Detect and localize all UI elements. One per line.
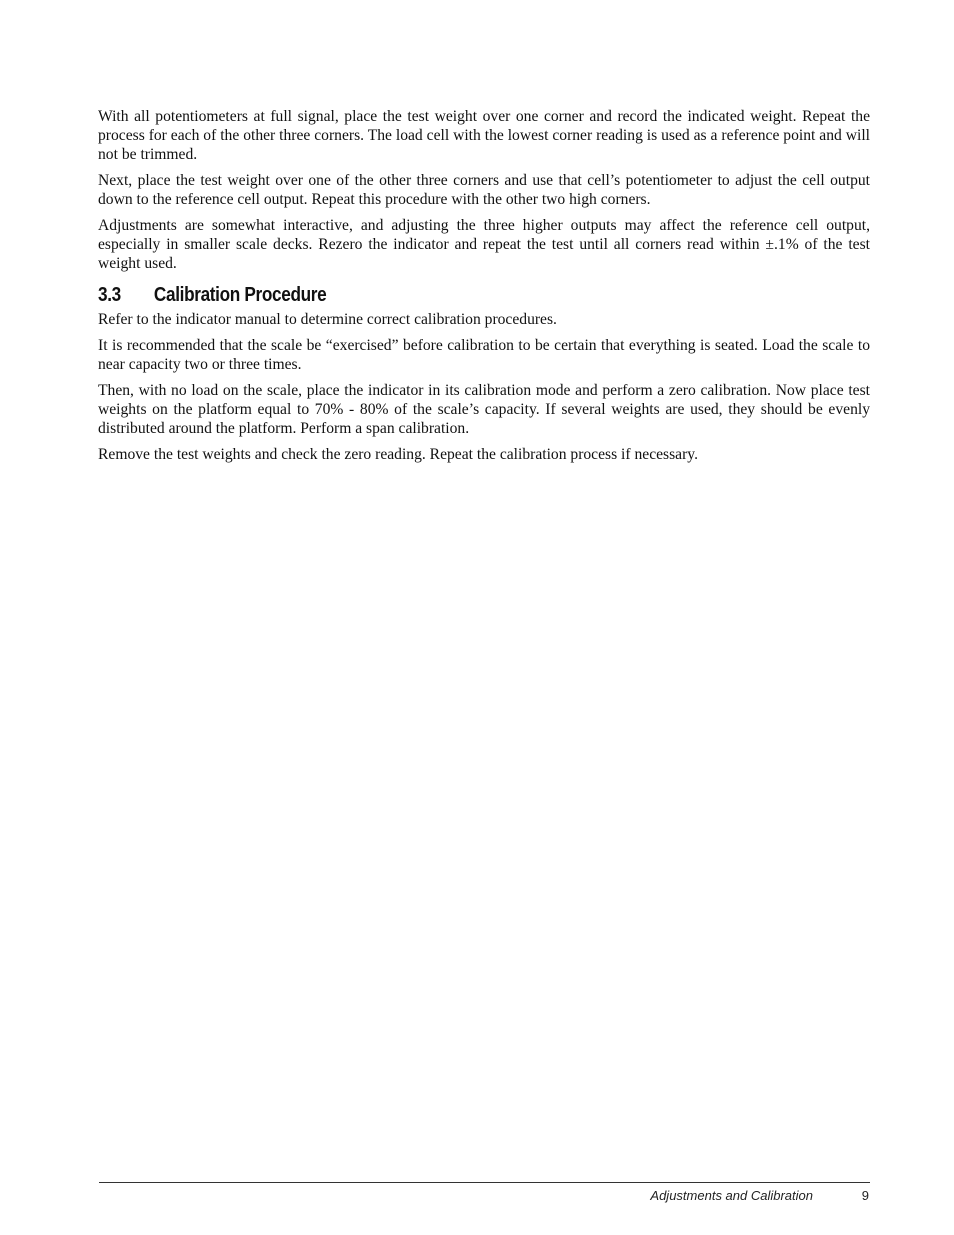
footer-page-number: 9: [861, 1188, 869, 1203]
paragraph-adjust-corners: Next, place the test weight over one of the other three corners and use that cell’s potentiometer to adjust the cell output down to the reference cell output. Repeat this procedure with the other two high corners.: [98, 172, 870, 208]
section-title: Calibration Procedure: [153, 284, 327, 306]
paragraph-remove-weights: Remove the test weights and check the zero reading. Repeat the calibration process if necessary.: [98, 446, 698, 463]
section-number: 3.3: [98, 284, 121, 306]
paragraph-zero-span-calibration: Then, with no load on the scale, place the indicator in its calibration mode and perform a zero calibration. Now place test weights on the platform equal to 70% - 80% of the scale’s capacity. If several weights are used, they should be evenly distributed around the platform. Perform a span calibration.: [98, 382, 870, 437]
paragraph-refer-manual: Refer to the indicator manual to determine correct calibration procedures.: [98, 311, 557, 328]
section-heading: [98, 282, 762, 308]
paragraph-full-signal: With all potentiometers at full signal, place the test weight over one corner and record the indicated weight. Repeat the process for each of the other three corners. The load cell with the lowest corner reading is used as a reference point and will not be trimmed.: [98, 108, 870, 163]
footer-divider: [99, 1182, 870, 1183]
footer-section-name: Adjustments and Calibration: [650, 1188, 813, 1203]
page-content: [98, 107, 870, 471]
paragraph-interactive-adjustments: Adjustments are somewhat interactive, and adjusting the three higher outputs may affect the reference cell output, especially in smaller scale decks. Rezero the indicator and repeat the test until all corners read within ±.1% of the test weight used.: [98, 217, 870, 272]
paragraph-exercise-scale: It is recommended that the scale be “exercised” before calibration to be certain that everything is seated. Load the scale to near capacity two or three times.: [98, 337, 870, 373]
